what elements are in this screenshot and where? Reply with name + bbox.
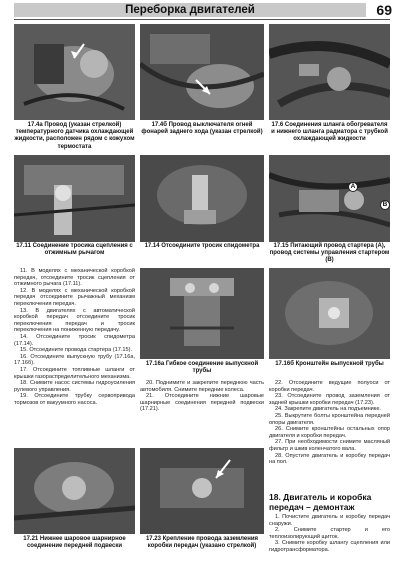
paragraph: 12. В моделях с механической коробкой передач отсоедините рычажный механизм переключения передач. (14, 287, 135, 307)
paragraph: 25. Выкрутите болты кронштейна передней опоры двигателя. (269, 412, 390, 426)
paragraph: 19. Отсоедините трубку сервопривода тормозов от вакуумного насоса. (14, 393, 135, 406)
paragraph: 26. Снимите кронштейны остальных опор двигателя и коробки передач. (269, 426, 390, 439)
photo-17-4b (140, 24, 264, 120)
badge-a: A (348, 182, 358, 192)
badge-b: B (380, 200, 390, 210)
page-title: Переборка двигателей (125, 4, 255, 16)
photo-17-6 (269, 24, 390, 120)
paragraph: 2. Снимите стартер и его теплоизолирующий щиток. (269, 527, 390, 540)
text-column-1 (14, 268, 135, 406)
caption-17-6: 17.6 Соединения шланга обогревателя и нижнего шланга радиатора с трубкой охлаждающей жидкости (271, 122, 388, 143)
caption-17-15: 17.15 Питающий провод стартера (А), провод системы управления стартером (В) (269, 243, 390, 264)
paragraph: 23. Отсоедините провод заземления от задней крышки коробки передач (17.23). (269, 393, 390, 406)
photo-17-14 (140, 155, 264, 242)
caption-17-16b: 17.16б Кронштейн выпускной трубы (275, 361, 384, 367)
section-18-title: 18. Двигатель и коробка передач – демонтаж (269, 492, 372, 512)
paragraph: 22. Отсоедините ведущие полуоси от коробки передач. (269, 380, 390, 393)
paragraph: 20. Поднимите и закрепите переднюю часть автомобиля. Снимите передние колеса. (140, 380, 264, 393)
paragraph: 14. Отсоедините тросик спидометра (17.14). (14, 333, 135, 347)
paragraph: 21. Отсоедините нижние шаровые шарнирные соединения передней подвески (17.21). (140, 393, 264, 413)
photo-17-21 (14, 448, 135, 534)
caption-17-21: 17.21 Нижнее шаровое шарнирное соединение передней подвески (23, 536, 126, 550)
photo-17-4a (14, 24, 135, 120)
caption-17-23: 17.23 Крепление провода заземления коробки передач (указано стрелкой) (145, 536, 259, 550)
photo-17-16b (269, 268, 390, 359)
text-column-2 (140, 380, 264, 413)
paragraph: 27. При необходимости снимите масляный фильтр и шкив коленчатого вала. (269, 439, 390, 452)
photo-17-11 (14, 155, 135, 242)
header-divider (14, 19, 390, 20)
paragraph: 28. Опустите двигатель и коробку передач на пол. (269, 452, 390, 466)
paragraph: 24. Закрепите двигатель на подъемнике. (275, 406, 381, 413)
paragraph: 17. Отсоедините топливные шланги от крышки газораспределительного механизма. (14, 366, 135, 380)
page-number: 69 (376, 2, 392, 18)
photo-17-16a (140, 268, 264, 359)
caption-17-16a: 17.16а Гибкое соединение выпускной трубы (145, 361, 259, 375)
text-column-3 (269, 380, 390, 466)
paragraph: 13. В двигателях с автоматической коробкой передач отсоедините тросик переключения передач и тросик переключения на пониженную передачу. (14, 307, 135, 334)
photo-17-23 (140, 448, 264, 534)
caption-17-11: 17.11 Соединение тросика сцепления с отжимным рычагом (16, 243, 133, 257)
caption-17-14: 17.14 Отсоедините тросик спидометра (144, 243, 260, 249)
paragraph: 1. Почистите двигатель и коробку передач снаружи. (269, 514, 390, 527)
caption-17-4b: 17.4б Провод выключателя огней фонарей заднего хода (указан стрелкой) (141, 122, 263, 136)
section-18-text (269, 514, 390, 554)
caption-17-4a: 17.4а Провод (указан стрелкой) температурного датчика охлаждающей жидкости, расположен рядом с кожухом термостата (14, 122, 135, 150)
page-header (0, 0, 402, 20)
paragraph: 16. Отсоедините выпускную трубу (17.16а, 17.16б). (14, 353, 135, 367)
photo-17-15 (269, 155, 390, 242)
paragraph: 15. Отсоедините провода стартера (17.15). (20, 347, 133, 354)
paragraph: 18. Снимите насос системы гидроусиления рулевого управления. (14, 380, 135, 393)
paragraph: 3. Снимите коробку шлангу сцепления или гидротрансформатора. (269, 540, 390, 553)
paragraph: 11. В моделях с механической коробкой передач, отсоедините тросик сцепления от отжимного рычага (17.11). (14, 268, 135, 288)
